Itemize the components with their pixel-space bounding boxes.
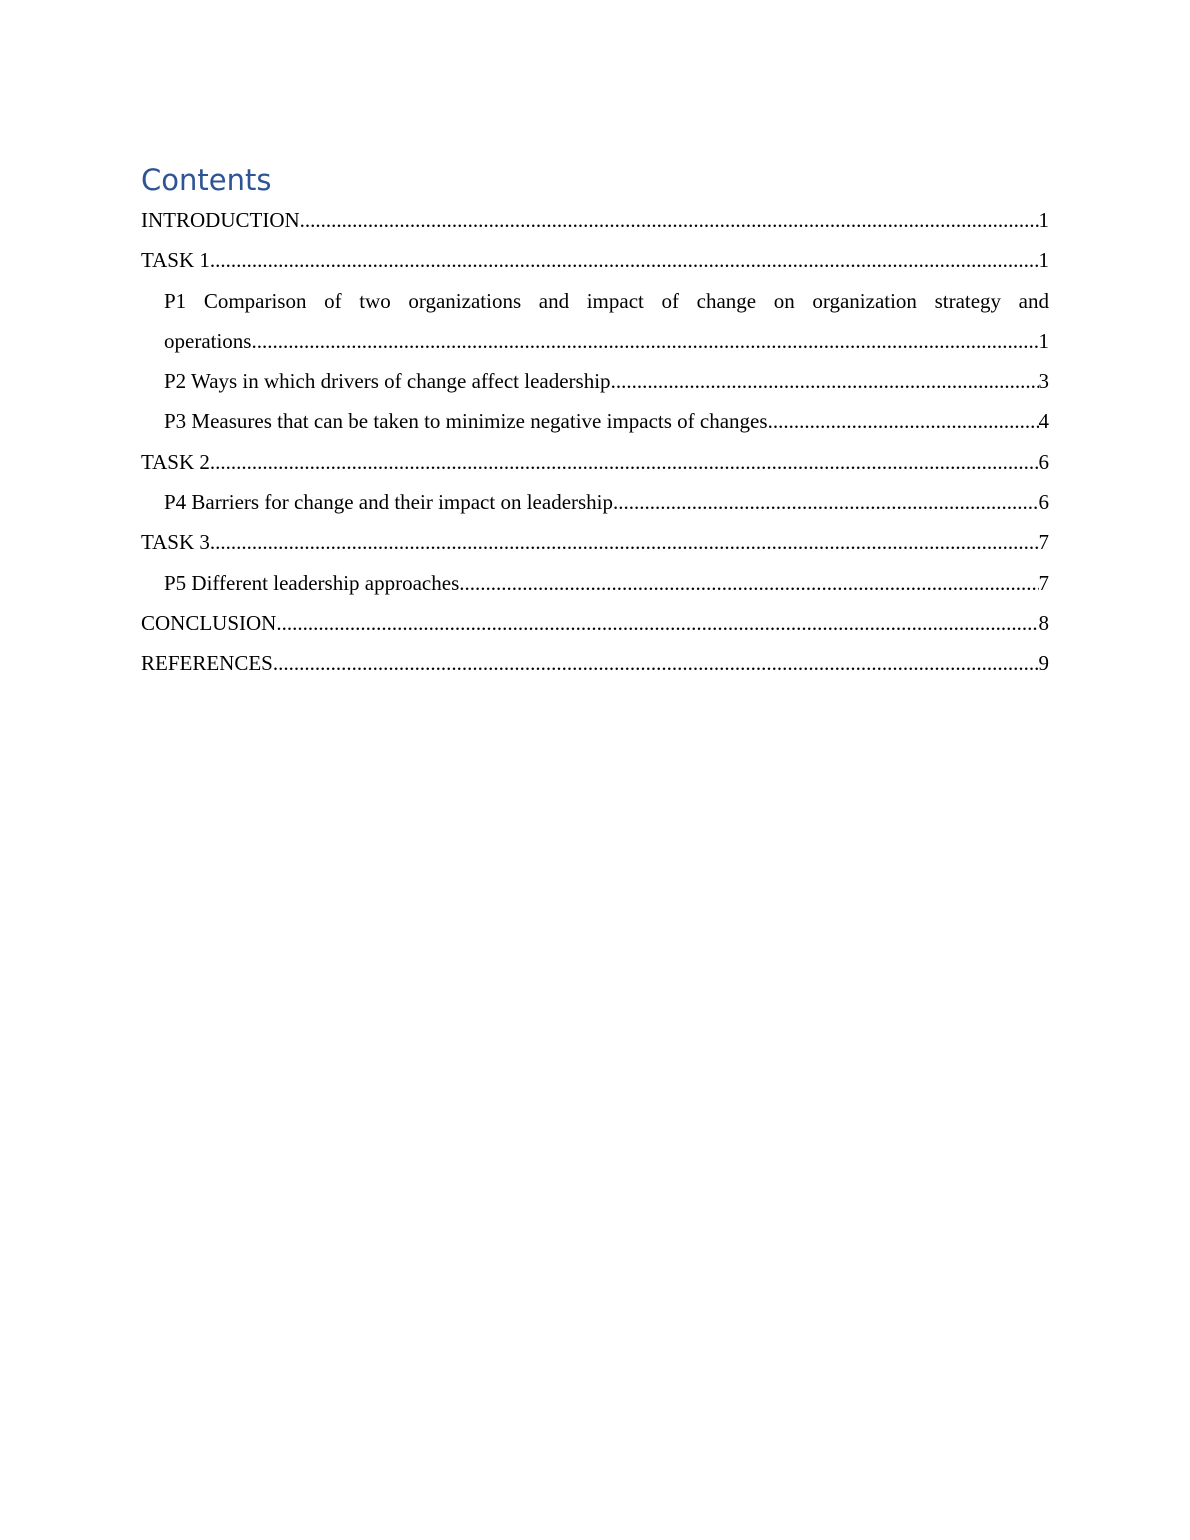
toc-dot-leader bbox=[273, 643, 1039, 683]
table-of-contents bbox=[141, 160, 1049, 684]
toc-entry-p1[interactable] bbox=[141, 281, 1049, 362]
toc-dot-leader bbox=[768, 401, 1039, 441]
toc-page-number: 1 bbox=[1038, 328, 1049, 353]
toc-page-number: 8 bbox=[1038, 610, 1049, 635]
toc-dot-leader bbox=[210, 522, 1039, 562]
toc-page-number: 1 bbox=[1038, 208, 1049, 232]
toc-entry-task-2[interactable] bbox=[141, 442, 1049, 482]
toc-entry-p2[interactable] bbox=[141, 361, 1049, 401]
toc-entry-title-line2: operations bbox=[164, 328, 252, 353]
toc-page-number: 6 bbox=[1038, 490, 1049, 515]
toc-entry-title: TASK 2 bbox=[141, 449, 210, 474]
toc-dot-leader bbox=[300, 200, 1039, 240]
toc-dot-leader bbox=[613, 482, 1038, 522]
toc-dot-leader bbox=[459, 563, 1038, 603]
toc-entry-title: P5 Different leadership approaches bbox=[164, 570, 460, 595]
toc-dot-leader bbox=[210, 442, 1039, 482]
toc-entry-title: P3 Measures that can be taken to minimize negative impacts of changes bbox=[164, 409, 768, 434]
toc-entry-p5[interactable] bbox=[141, 563, 1049, 603]
toc-entry-task-1[interactable] bbox=[141, 240, 1049, 280]
toc-dot-leader bbox=[276, 603, 1038, 643]
toc-entry-introduction[interactable] bbox=[141, 200, 1049, 240]
toc-entry-title: P4 Barriers for change and their impact on leadership bbox=[164, 490, 614, 515]
toc-page-number: 7 bbox=[1038, 530, 1049, 555]
toc-entry-title: REFERENCES bbox=[141, 651, 273, 676]
toc-page-number: 9 bbox=[1038, 651, 1049, 676]
toc-page-number: 6 bbox=[1038, 449, 1049, 474]
toc-entry-title: INTRODUCTION bbox=[141, 208, 300, 232]
toc-dot-leader bbox=[251, 321, 1038, 361]
toc-dot-leader bbox=[611, 361, 1039, 401]
toc-entry-title: TASK 3 bbox=[141, 530, 210, 555]
toc-entry-title-line1: P1 Comparison of two organizations and impact of change on organization strategy and bbox=[164, 288, 1049, 313]
toc-entry-conclusion[interactable] bbox=[141, 603, 1049, 643]
toc-page-number: 7 bbox=[1038, 570, 1049, 595]
toc-entry-title: P2 Ways in which drivers of change affect leadership bbox=[164, 369, 611, 394]
toc-page-number: 1 bbox=[1038, 248, 1049, 273]
toc-page-number: 3 bbox=[1038, 369, 1049, 394]
toc-entry-p3[interactable] bbox=[141, 401, 1049, 441]
toc-heading: Contents bbox=[141, 163, 272, 197]
toc-entry-references[interactable] bbox=[141, 643, 1049, 683]
toc-entry-title-line2-row bbox=[164, 321, 1049, 361]
toc-dot-leader bbox=[210, 240, 1039, 280]
toc-entry-task-3[interactable] bbox=[141, 522, 1049, 562]
toc-entry-title: TASK 1 bbox=[141, 248, 210, 273]
toc-page-number: 4 bbox=[1038, 409, 1049, 434]
toc-list bbox=[141, 200, 1049, 684]
toc-entry-p4[interactable] bbox=[141, 482, 1049, 522]
toc-entry-title: CONCLUSION bbox=[141, 610, 277, 635]
